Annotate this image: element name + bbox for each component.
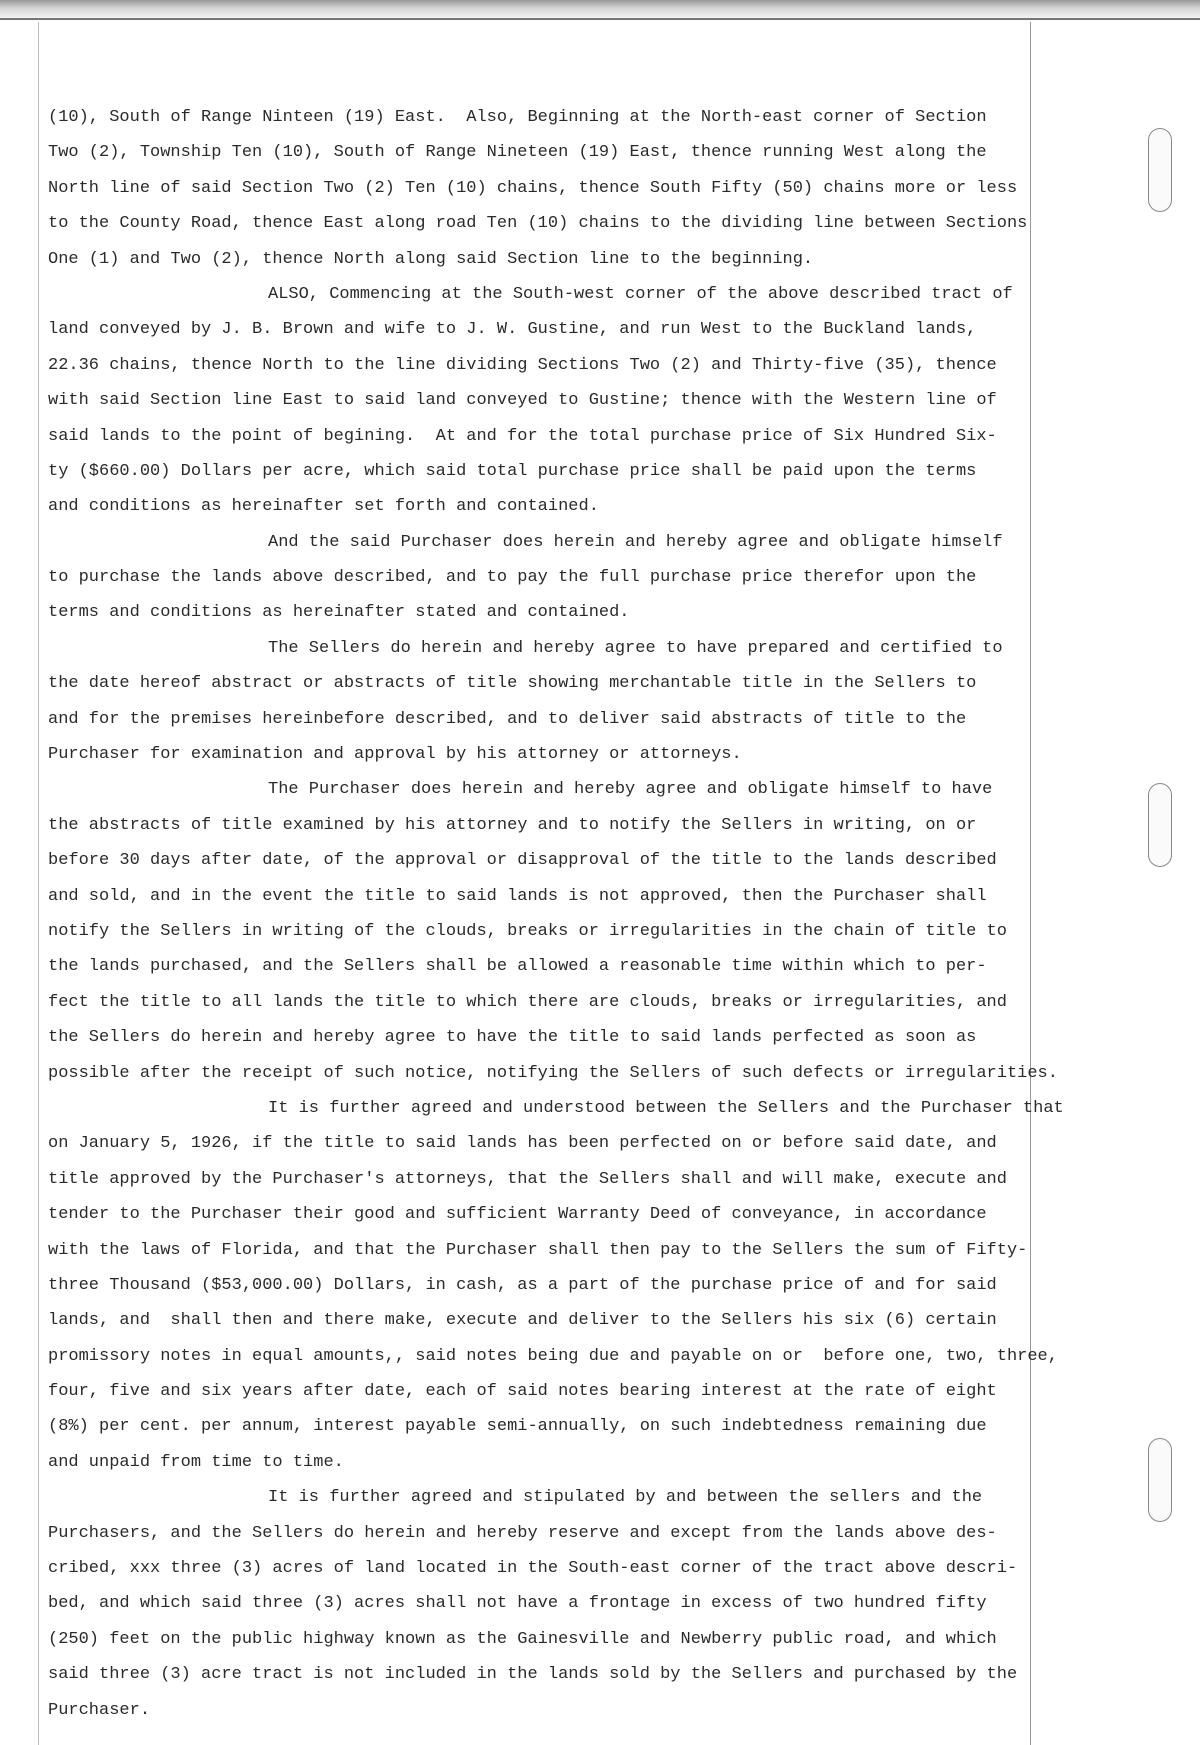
text-line: (10), South of Range Ninteen (19) East. Also, Beginning at the North-east corner of Section <box>48 108 987 127</box>
text-line: said lands to the point of begining. At and for the total purchase price of Six Hundred Six- <box>48 426 997 446</box>
text-line: before 30 days after date, of the approval or disapproval of the title to the lands described <box>48 851 997 871</box>
text-line: and unpaid from time to time. <box>48 1452 344 1472</box>
text-line: to purchase the lands above described, and to pay the full purchase price therefor upon the <box>48 568 977 588</box>
text-line: and conditions as hereinafter set forth and contained. <box>48 497 599 517</box>
text-line: Purchasers, and the Sellers do herein and hereby reserve and except from the lands above des- <box>48 1523 997 1543</box>
top-rule <box>0 18 1200 20</box>
text-line: cribed, xxx three (3) acres of land located in the South-east corner of the tract above descri- <box>48 1559 1018 1579</box>
text-line: the Sellers do herein and hereby agree to have the title to said lands perfected as soon as <box>48 1028 977 1048</box>
binder-hole <box>1148 128 1172 212</box>
text-line: And the said Purchaser does herein and hereby agree and obligate himself <box>268 532 1003 552</box>
text-line: It is further agreed and understood between the Sellers and the Purchaser that <box>268 1098 1064 1118</box>
text-line: tender to the Purchaser their good and sufficient Warranty Deed of conveyance, in accordance <box>48 1205 987 1225</box>
text-line: 22.36 chains, thence North to the line dividing Sections Two (2) and Thirty-five (35), thence <box>48 355 997 375</box>
text-line: The Sellers do herein and hereby agree to have prepared and certified to <box>268 638 1003 658</box>
text-line: notify the Sellers in writing of the clouds, breaks or irregularities in the chain of title to <box>48 921 1007 941</box>
binder-hole <box>1148 1438 1172 1522</box>
text-line: land conveyed by J. B. Brown and wife to J. W. Gustine, and run West to the Buckland lands, <box>48 320 977 340</box>
text-line: the date hereof abstract or abstracts of title showing merchantable title in the Sellers to <box>48 674 977 694</box>
text-line: (250) feet on the public highway known as the Gainesville and Newberry public road, and which <box>48 1629 997 1649</box>
text-line: ty ($660.00) Dollars per acre, which said total purchase price shall be paid upon the terms <box>48 461 977 481</box>
text-line: The Purchaser does herein and hereby agree and obligate himself to have <box>268 780 993 800</box>
text-line: with said Section line East to said land conveyed to Gustine; thence with the Western line of <box>48 391 997 411</box>
text-line: three Thousand ($53,000.00) Dollars, in cash, as a part of the purchase price of and for said <box>48 1275 997 1295</box>
text-line: to the County Road, thence East along road Ten (10) chains to the dividing line between Sections <box>48 214 1028 234</box>
text-line: Purchaser for examination and approval by his attorney or attorneys. <box>48 745 742 765</box>
text-line: and for the premises hereinbefore described, and to deliver said abstracts of title to the <box>48 709 967 729</box>
binder-hole <box>1148 783 1172 867</box>
text-line: four, five and six years after date, each of said notes bearing interest at the rate of eight <box>48 1382 997 1402</box>
text-line: said three (3) acre tract is not included in the lands sold by the Sellers and purchased by the <box>48 1665 1018 1685</box>
text-line: One (1) and Two (2), thence North along said Section line to the beginning. <box>48 249 814 269</box>
text-line: lands, and shall then and there make, execute and deliver to the Sellers his six (6) certain <box>48 1311 997 1331</box>
text-line: Two (2), Township Ten (10), South of Range Nineteen (19) East, thence running West along the <box>48 143 987 163</box>
typed-document-body <box>48 100 1108 1728</box>
text-line: North line of said Section Two (2) Ten (10) chains, thence South Fifty (50) chains more or less <box>48 178 1018 198</box>
text-line: with the laws of Florida, and that the Purchaser shall then pay to the Sellers the sum of Fifty- <box>48 1240 1028 1260</box>
text-line: on January 5, 1926, if the title to said lands has been perfected on or before said date, and <box>48 1134 997 1154</box>
text-line: bed, and which said three (3) acres shall not have a frontage in excess of two hundred fifty <box>48 1594 987 1614</box>
text-line: the lands purchased, and the Sellers shall be allowed a reasonable time within which to per- <box>48 957 987 977</box>
text-line: fect the title to all lands the title to which there are clouds, breaks or irregularities, and <box>48 992 1007 1012</box>
text-line: terms and conditions as hereinafter stated and contained. <box>48 603 630 623</box>
text-line: Purchaser. <box>48 1700 151 1720</box>
text-line: It is further agreed and stipulated by and between the sellers and the <box>268 1488 983 1508</box>
text-line: ALSO, Commencing at the South-west corner of the above described tract of <box>268 284 1013 304</box>
text-line: possible after the receipt of such notice, notifying the Sellers of such defects or irregularities. <box>48 1063 1058 1083</box>
text-line: title approved by the Purchaser's attorneys, that the Sellers shall and will make, execute and <box>48 1169 1007 1189</box>
text-line: the abstracts of title examined by his attorney and to notify the Sellers in writing, on or <box>48 815 977 835</box>
left-margin-rule <box>38 22 39 1745</box>
text-line: (8%) per cent. per annum, interest payable semi-annually, on such indebtedness remaining due <box>48 1417 987 1437</box>
text-line: and sold, and in the event the title to said lands is not approved, then the Purchaser shall <box>48 886 987 906</box>
text-line: promissory notes in equal amounts,, said notes being due and payable on or before one, two, three, <box>48 1346 1058 1366</box>
